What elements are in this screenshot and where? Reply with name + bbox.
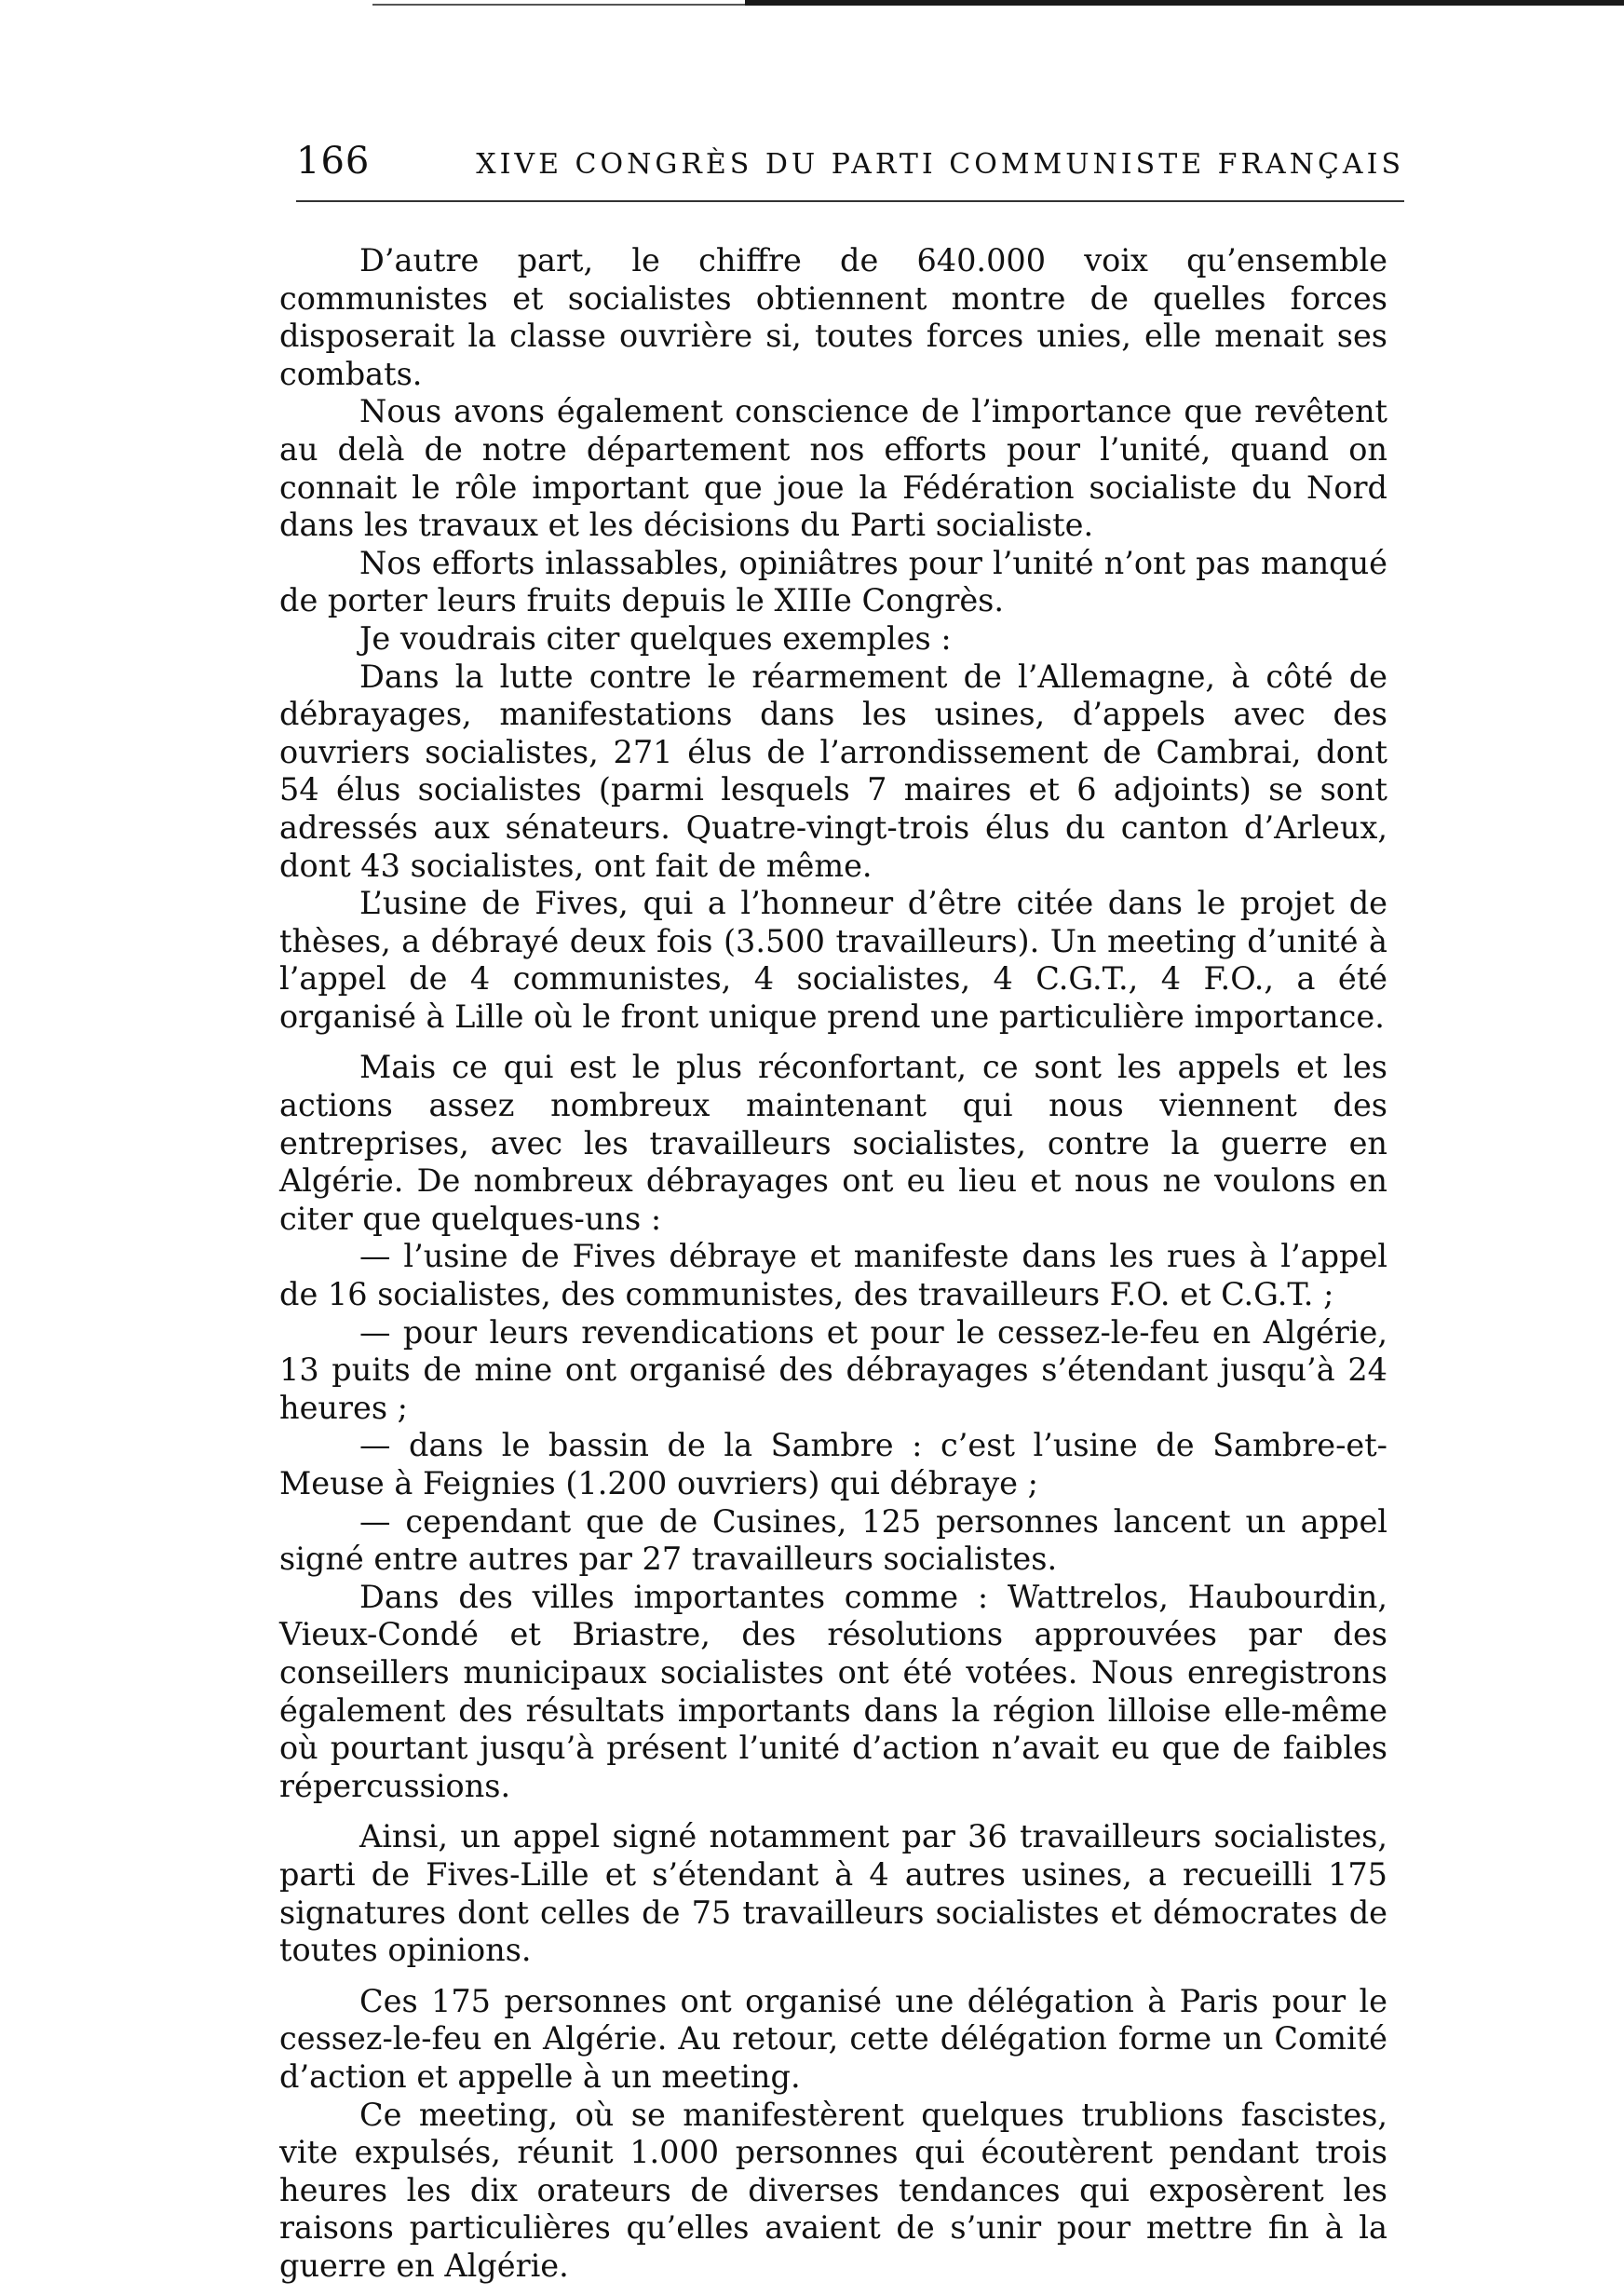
list-item: — cependant que de Cusines, 125 personnes lancent un appel signé entre autres par 27 travailleurs socialistes.: [279, 1502, 1387, 1578]
paragraph: Je voudrais citer quelques exemples :: [359, 619, 952, 657]
paragraph: Ce meeting, où se manifestèrent quelques trublions fascistes, vite expulsés, réunit 1.000 personnes qui écoutèrent pendant trois heures les dix orateurs de diverses tendances qui exposèrent les raisons particulières qu’elles avaient de s’unir pour mettre fin à la guerre en Algérie.: [279, 2096, 1387, 2284]
paragraph: Dans des villes importantes comme : Wattrelos, Haubourdin, Vieux-Condé et Briastre, des résolutions approuvées par des conseillers municipaux socialistes ont été votées. Nous enregistrons également des résultats importants dans la région lilloise elle-même où pourtant jusqu’à présent l’unité d’action n’avait eu que de faibles répercussions.: [279, 1578, 1387, 1804]
paragraph: D’autre part, le chiffre de 640.000 voix qu’ensemble communistes et socialistes obtiennent montre de quelles forces disposerait la classe ouvrière si, toutes forces unies, elle menait ses combats.: [279, 242, 1387, 392]
list-item: — dans le bassin de la Sambre : c’est l’usine de Sambre-et-Meuse à Feignies (1.200 ouvriers) qui débraye ;: [279, 1427, 1387, 1501]
scan-edge-bar: [745, 0, 1624, 6]
scan-edge-line: [372, 4, 745, 6]
paragraph: Nous avons également conscience de l’importance que revêtent au delà de notre département nos efforts pour l’unité, quand on connait le rôle important que joue la Fédération socialiste du Nord dans les travaux et les décisions du Parti socialiste.: [279, 393, 1387, 544]
page-number: 166: [296, 140, 371, 183]
header-rule: [296, 200, 1404, 202]
paragraph: Nos efforts inlassables, opiniâtres pour l’unité n’ont pas manqué de porter leurs fruits depuis le XIIIe Congrès.: [279, 544, 1387, 619]
list-item: — l’usine de Fives débraye et manifeste dans les rues à l’appel de 16 socialistes, des communistes, des travailleurs F.O. et C.G.T. ;: [279, 1238, 1387, 1313]
running-head: XIVE CONGRÈS DU PARTI COMMUNISTE FRANÇAIS: [476, 148, 1404, 181]
paragraph: Mais ce qui est le plus réconfortant, ce sont les appels et les actions assez nombreux maintenant qui nous viennent des entreprises, avec les travailleurs socialistes, contre la guerre en Algérie. De nombreux débrayages ont eu lieu et nous ne voulons en citer que quelques-uns :: [279, 1049, 1387, 1237]
body-text: [279, 242, 1387, 2285]
page-header: [296, 140, 1404, 183]
paragraph: Ces 175 personnes ont organisé une délégation à Paris pour le cessez-le-feu en Algérie. Au retour, cette délégation forme un Comité d’action et appelle à un meeting.: [279, 1982, 1387, 2095]
list-item: — pour leurs revendications et pour le cessez-le-feu en Algérie, 13 puits de mine ont organisé des débrayages s’étendant jusqu’à 24 heures ;: [279, 1313, 1387, 1426]
paragraph: Ainsi, un appel signé notamment par 36 travailleurs socialistes, parti de Fives-Lille et s’étendant à 4 autres usines, a recueilli 175 signatures dont celles de 75 travailleurs socialistes et démocrates de toutes opinions.: [279, 1818, 1387, 1969]
paragraph: Dans la lutte contre le réarmement de l’Allemagne, à côté de débrayages, manifestations dans les usines, d’appels avec des ouvriers socialistes, 271 élus de l’arrondissement de Cambrai, dont 54 élus socialistes (parmi lesquels 7 maires et 6 adjoints) se sont adressés aux sénateurs. Quatre-vingt-trois élus du canton d’Arleux, dont 43 socialistes, ont fait de même.: [279, 658, 1387, 884]
paragraph: L’usine de Fives, qui a l’honneur d’être citée dans le projet de thèses, a débrayé deux fois (3.500 travailleurs). Un meeting d’unité à l’appel de 4 communistes, 4 socialistes, 4 C.G.T., 4 F.O., a été organisé à Lille où le front unique prend une particulière importance.: [279, 885, 1387, 1035]
